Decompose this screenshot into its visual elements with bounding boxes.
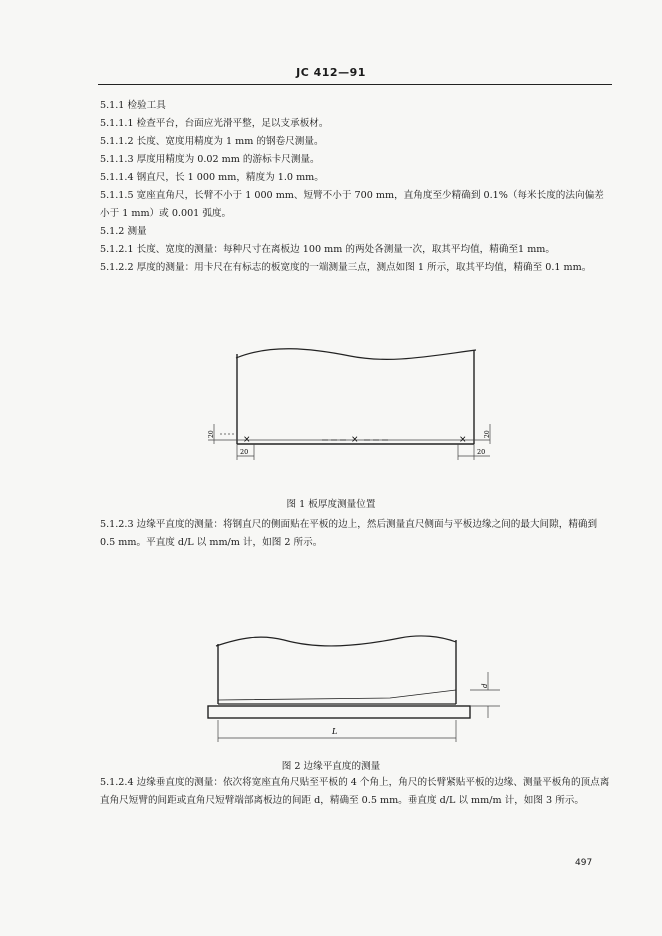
document-header: JC 412—91: [296, 66, 366, 79]
section-5-1-1-5: 5.1.1.5 宽座直角尺，长臂不小于 1 000 mm、短臂不小于 700 mm，直角度至少精确到 0.1%（每米长度的法向偏差小于 1 mm）或 0.001 弧度。: [100, 190, 604, 219]
figure-1-caption: 图 1 板厚度测量位置: [286, 499, 376, 510]
fig1-dim-right-vertical: 20: [484, 430, 491, 438]
section-5-1-2-4: 5.1.2.4 边缘垂直度的测量：依次将宽座直角尺贴至平板的 4 个角上，角尺的长臂紧贴平板的边缘、测量平板角的顶点离直角尺短臂的间距或直角尺短臂端部离板边的间距 d，精确至 0.5 mm。垂直度 d/L 以 mm/m 计，如图 3 所示。: [100, 777, 610, 806]
section-5-1-2-1: 5.1.2.1 长度、宽度的测量：每种尺寸在离板边 100 mm 的两处各测量一次，取其平均值，精确至1 mm。: [100, 244, 555, 255]
section-5-1-1-1: 5.1.1.1 检查平台，台面应光滑平整，足以支承板材。: [100, 118, 329, 129]
section-5-1-2: 5.1.2 测量: [100, 226, 147, 237]
section-5-1-1-4: 5.1.1.4 钢直尺，长 1 000 mm，精度为 1.0 mm。: [100, 172, 324, 183]
section-5-1-1: 5.1.1 检验工具: [100, 100, 166, 111]
fig1-dim-left-horizontal: 20: [240, 448, 249, 456]
fig2-label-L: L: [332, 727, 338, 736]
section-5-1-1-3: 5.1.1.3 厚度用精度为 0.02 mm 的游标卡尺测量。: [100, 154, 320, 165]
section-5-1-2-2: 5.1.2.2 厚度的测量：用卡尺在有标志的板宽度的一端测量三点，测点如图 1 所示，取其平均值，精确至 0.1 mm。: [100, 262, 592, 273]
figure-2-caption: 图 2 边缘平直度的测量: [281, 761, 381, 772]
measure-point-right: ×: [459, 435, 467, 445]
header-rule: [98, 84, 612, 85]
fig1-dim-right-horizontal: 20: [477, 448, 486, 456]
measure-point-middle: ×: [351, 435, 359, 445]
section-5-1-2-3: 5.1.2.3 边缘平直度的测量：将钢直尺的侧面贴在平板的边上，然后测量直尺侧面与平板边缘之间的最大间隙，精确到 0.5 mm。平直度 d/L 以 mm/m 计，如图 2 所示。: [100, 519, 598, 548]
figure-2-diagram: [200, 600, 510, 750]
fig2-label-d: d: [481, 683, 489, 688]
section-5-1-1-2: 5.1.1.2 长度、宽度用精度为 1 mm 的钢卷尺测量。: [100, 136, 324, 147]
fig1-dim-left-vertical: 20: [208, 430, 215, 438]
page-number: 497: [575, 858, 593, 868]
measure-point-left: ×: [243, 435, 251, 445]
figure-1-diagram: [200, 340, 510, 470]
